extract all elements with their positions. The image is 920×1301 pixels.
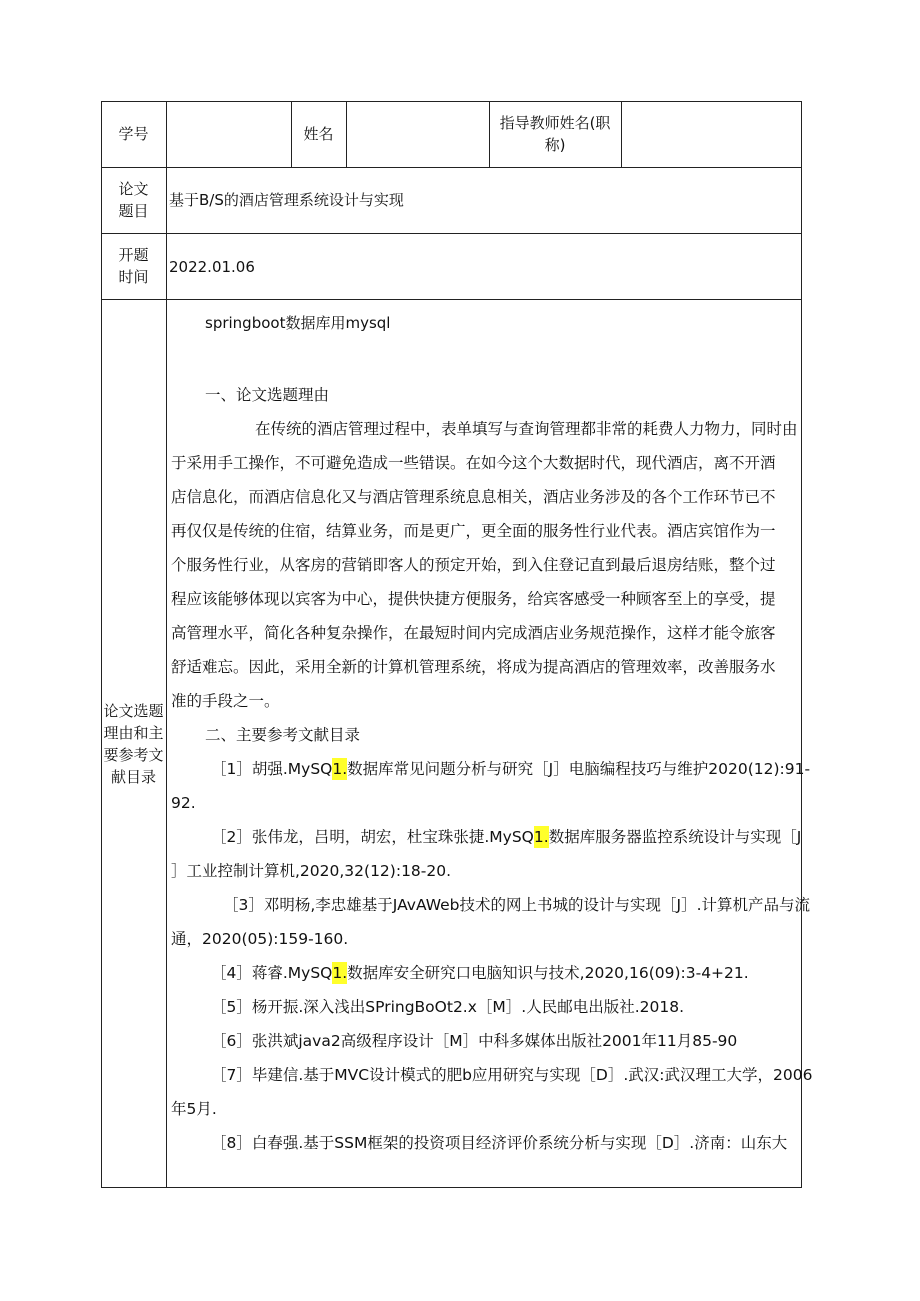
reference-text: 数据库服务器监控系统设计与实现［J bbox=[548, 828, 802, 846]
highlight-mark: 1. bbox=[533, 828, 549, 846]
advisor-label-line1: 指导教师姓名(职 bbox=[499, 114, 611, 132]
section1-line: 高管理水平，简化各种复杂操作，在最短时间内完成酒店业务规范操作，这样才能令旅客 bbox=[171, 624, 776, 642]
reference-item bbox=[171, 956, 799, 990]
reason-label-line: 要参考文 bbox=[103, 746, 164, 764]
section1-title: 一、论文选题理由 bbox=[205, 386, 330, 404]
reason-label-line: 理由和主 bbox=[103, 724, 164, 742]
reference-text: ［4］蒋睿.MySQ bbox=[211, 964, 333, 982]
content-body bbox=[171, 378, 813, 1160]
reference-item: ［3］邓明杨,李忠雄基于JAvAWeb技术的网上书城的设计与实现［J］.计算机产品与流 bbox=[223, 896, 811, 914]
section1-line: 个服务性行业，从客房的营销即客人的预定开始，到入住登记直到最后退房结账，整个过 bbox=[171, 556, 776, 574]
table-border bbox=[801, 101, 802, 1188]
reference-text: ［1］胡强.MySQ bbox=[211, 760, 333, 778]
section2-title: 二、主要参考文献目录 bbox=[205, 726, 361, 744]
name-label: 姓名 bbox=[303, 125, 334, 143]
table-border bbox=[101, 1187, 802, 1188]
thesis-title-label-line1: 论文 bbox=[118, 180, 149, 198]
reference-item bbox=[171, 820, 802, 854]
reference-text: 数据库常见问题分析与研究［J］电脑编程技巧与维护2020(12):91- bbox=[347, 760, 811, 778]
reference-item: 年5月. bbox=[171, 1100, 217, 1118]
advisor-label-line2: 称) bbox=[544, 136, 566, 154]
open-time-value: 2022.01.06 bbox=[169, 258, 255, 276]
column-divider bbox=[166, 101, 167, 1188]
column-divider bbox=[621, 101, 622, 167]
section1-line: 于采用手工操作，不可避免造成一些错误。在如今这个大数据时代，现代酒店，离不开酒 bbox=[171, 454, 776, 472]
reference-item: 92. bbox=[171, 794, 196, 812]
column-divider bbox=[346, 101, 347, 167]
thesis-title-label-line2: 题目 bbox=[118, 202, 149, 220]
reason-label-line: 献目录 bbox=[110, 768, 156, 786]
section1-line: 准的手段之一。 bbox=[171, 692, 280, 710]
reference-item: 通，2020(05):159-160. bbox=[171, 930, 349, 948]
reference-text: ［2］张伟龙，吕明，胡宏，杜宝珠张捷.MySQ bbox=[211, 828, 534, 846]
reference-item: ］工业控制计算机,2020,32(12):18-20. bbox=[171, 862, 452, 880]
reference-item: ［6］张洪斌java2高级程序设计［M］中科多媒体出版社2001年11月85-90 bbox=[211, 1032, 738, 1050]
section1-line: 在传统的酒店管理过程中，表单填写与查询管理都非常的耗费人力物力，同时由 bbox=[255, 420, 798, 438]
open-time-label-line1: 开题 bbox=[118, 246, 149, 264]
section1-line: 舒适难忘。因此，采用全新的计算机管理系统，将成为提高酒店的管理效率，改善服务水 bbox=[171, 658, 776, 676]
highlight-mark: 1. bbox=[332, 964, 348, 982]
reason-label-line: 论文选题 bbox=[103, 702, 164, 720]
reason-label bbox=[101, 700, 166, 788]
reference-item bbox=[171, 752, 811, 786]
advisor-label bbox=[489, 112, 621, 156]
reference-item: ［5］杨开振.深入浅出SPringBoOt2.x［M］.人民邮电出版社.2018. bbox=[211, 998, 685, 1016]
open-time-label bbox=[101, 244, 166, 288]
highlight-mark: 1. bbox=[332, 760, 348, 778]
row-divider bbox=[101, 167, 802, 168]
reference-text: 数据库安全研究口电脑知识与技术,2020,16(09):3-4+21. bbox=[347, 964, 749, 982]
thesis-title-label bbox=[101, 178, 166, 222]
table-border bbox=[101, 101, 802, 102]
student-id-label: 学号 bbox=[118, 125, 149, 143]
section1-line: 店信息化，而酒店信息化又与酒店管理系统息息相关，酒店业务涉及的各个工作环节已不 bbox=[171, 488, 776, 506]
section1-line: 程应该能够体现以宾客为中心，提供快捷方便服务，给宾客感受一种顾客至上的享受，提 bbox=[171, 590, 776, 608]
thesis-title-value: 基于B/S的酒店管理系统设计与实现 bbox=[169, 191, 404, 209]
section1-line: 再仅仅是传统的住宿，结算业务，而是更广，更全面的服务性行业代表。酒店宾馆作为一 bbox=[171, 522, 776, 540]
row-divider bbox=[101, 299, 802, 300]
open-time-label-line2: 时间 bbox=[118, 268, 149, 286]
row-divider bbox=[101, 233, 802, 234]
reference-item: ［7］毕建信.基于MVC设计模式的肥b应用研究与实现［D］.武汉:武汉理工大学，2006 bbox=[211, 1066, 813, 1084]
db-note: springboot数据库用mysql bbox=[205, 314, 391, 332]
reference-item: ［8］白春强.基于SSM框架的投资项目经济评价系统分析与实现［D］.济南：山东大 bbox=[211, 1134, 788, 1152]
